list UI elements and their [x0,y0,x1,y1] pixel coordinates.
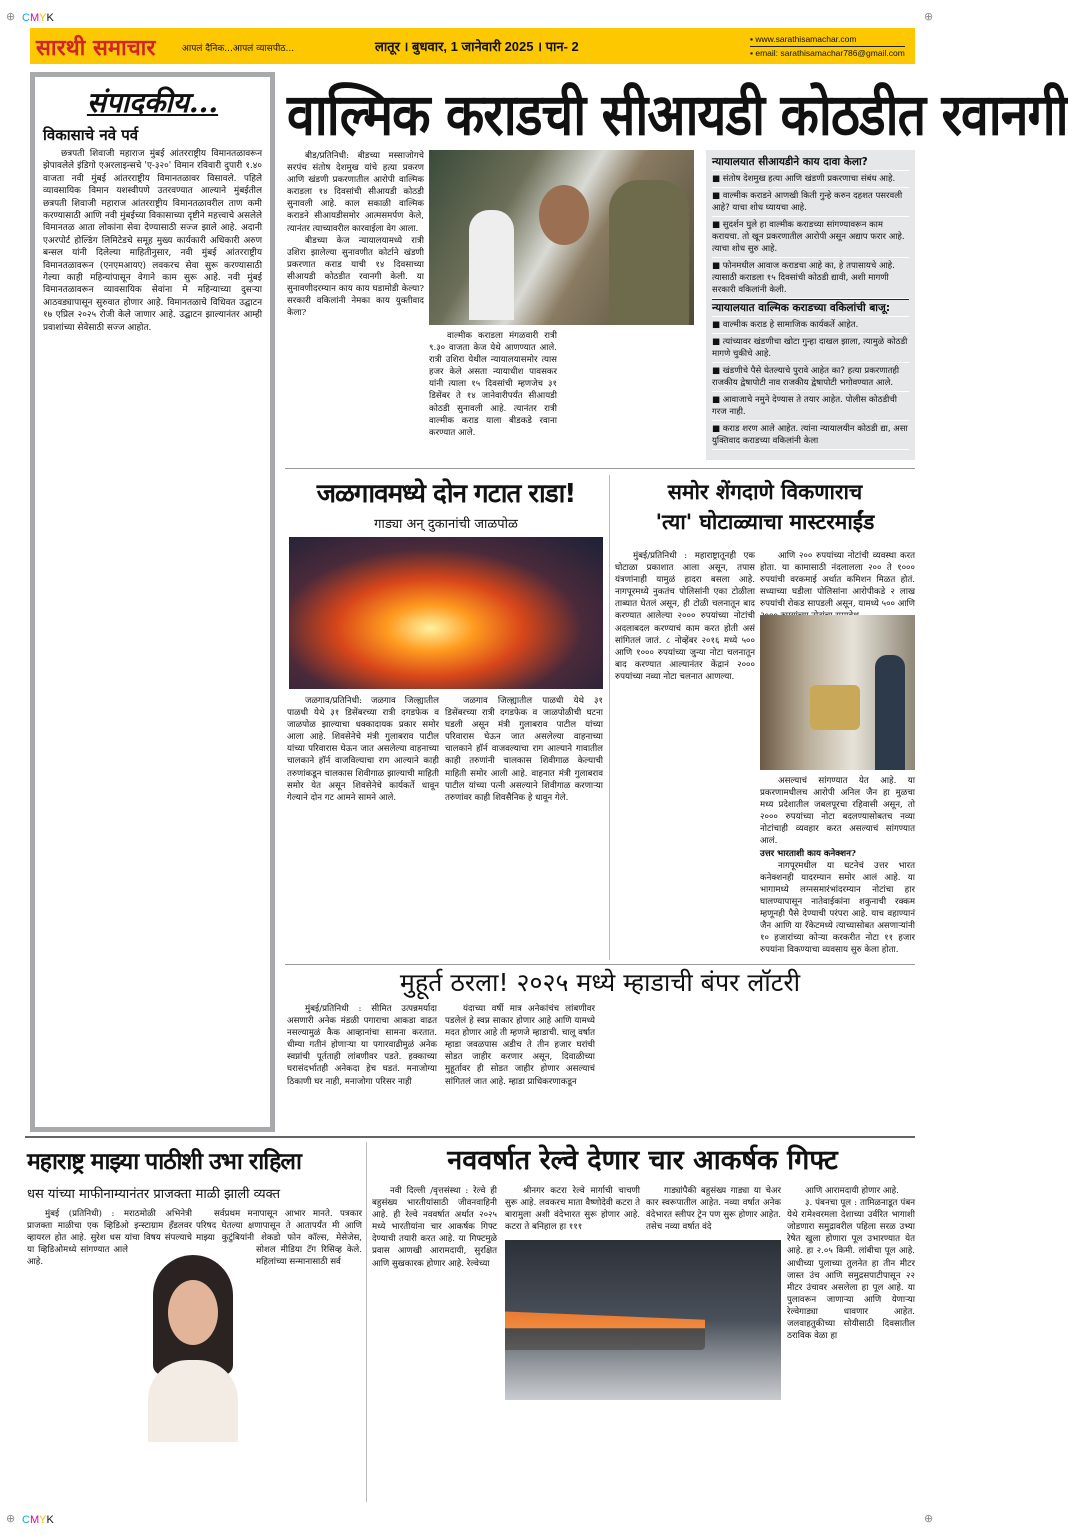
notes-headline: समोर शेंगदाणे विकणाराच 'त्या' घोटाळ्याचा मास्टरमाईंड [655,480,875,534]
registration-mark-icon: ⊕ [924,1512,934,1525]
registration-mark-icon: ⊕ [6,1512,16,1525]
photo-dress [148,1360,238,1442]
divider [366,1142,367,1502]
photo-figure [469,210,514,320]
brand-name: सारथी समाचार [36,35,156,61]
railway-body-col4: आणि आरामदायी होणार आहे. ३. पंबनचा पूल : तामिळनाडूत पंबन येथे रामेश्वरमला देशाच्या उर्वरित भागाशी जोडणारा समुद्रावरील पहिला सरळ उभ्या रेषेत खुला होणारा पूल उभारण्यात येत आहे. हा २.०५ किमी. लांबीचा पूल आहे. आधीच्या पुलाच्या तुलनेत हा तीन मीटर जास्त उंच आणि समुद्रसपाटीपासून २२ मीटर उंचावर असलेला हा पूल आहे. या पुलावरून जाणाऱ्या आणि येणाऱ्या रेल्वेगाड्या धावणार आहेत. जलवाहतुकीच्या सोयीसाठी दिवसातील ठराविक वेळा हा [787,1186,915,1342]
mhada-body-col1: मुंबई/प्रतिनिधी : सीमित उत्पन्नमर्यादा असणारी अनेक मंडळी पगाराचा आकडा वाढत नसल्यामुळं कैक आव्हानांचा सामना करतात. धीम्या गतीनं होणाऱ्या या पगारवाढीमुळं अनेक स्वप्नांची पूर्तताही लांबणीवर पडते. हक्काच्या घरासंदर्भातही अनेकदा हेच घडतं. मनाजोग्या ठिकाणी घर नाही, मनाजोगा परिसर नाही [287,1004,437,1087]
masthead [30,28,915,64]
photo-face [168,1280,218,1345]
court-claims-box: न्यायालयात सीआयडीने काय दावा केला? ■ संतोष देशमुख हत्या आणि खंडणी प्रकरणाचा संबंध आहे. ■ वाल्मीक कराडने आणखी किती गुन्हे करुन दहशत पसरवली आहे? याचा शोध घ्यायचा आहे. ■ सुदर्शन घुले हा वाल्मीक कराडच्या सांगण्यावरून काम करायचा. तो खून प्रकरणातील आरोपी असून अद्याप फरार आहे. त्याचा शोध सुरु आहे. ■ फोनमधील आवाज कराडचा आहे का, हे तपासायचे आहे. त्यासाठी कराडला १५ दिवसांची कोठडी द्यावी, अशी मागणी सरकारी वकिलांनी केली. न्यायालयात वाल्मिक कराडच्या वकिलांची बाजू: ■ वाल्मीक कराड हे सामाजिक कार्यकर्ते आहेत. ■ त्यांच्यावर खंडणीचा खोटा गुन्हा दाखल झाला, त्यामुळे कोठडी मागणे चुकीचे आहे. ■ खंडणीचे पैसे घेतल्याचे पुरावे आहेत का? हत्या प्रकरणातही राजकीय द्वेषापोटी नाव राजकीय द्वेषापोटी भगोवण्यात आले. ■ आवाजाचे नमुने देण्यास ते तयार आहेत. पोलीस कोठडीची गरज नाही. ■ कराड शरण आले आहेत. त्यांना न्यायालयीन कोठडी द्या, असा युक्तिवाद कराडच्या वकिलांनी केला [706,150,915,460]
prajakta-subhead: धस यांच्या माफीनाम्यानंतर प्राजक्ता माळी झाली व्यक्त [27,1187,281,1202]
jalgaon-body-col2: जळगाव जिल्ह्यातील पाळधी येथे ३१ डिसेंबरच्या रात्री दगडफेक व जाळपोळीची घटना घडली असून मंत्री गुलाबराव पाटील यांच्या परिवारास घेऊन जात असलेल्या वाहनाच्या चालकाने हॉर्न वाजवल्याचा राग आल्याने गावातील काही तरुणांनी चालकास शिवीगाळ केल्याची माहिती समोर आली आहे. वाहनात मंत्री गुलाबराव पाटील यांच्या पत्नी असल्याने शिवीगाळ करणाऱ्या तरुणांवर काही शिवसैनिक हे धावून गेले. [445,696,603,803]
railway-body-col1: नवी दिल्ली /वृत्तसंस्था : रेल्वे ही बहुसंख्य भारतीयांसाठी जीवनवाहिनी आहे. ही रेल्वे नववर्षात अर्थात २०२५ मध्ये भारतीयांना चार आकर्षक गिफ्ट देण्याची तयारी करत आहे. या गिफ्टमुळे प्रवास आणखी आरामदायी, सुरक्षित आणि सुखकारक होणार आहे. रेल्वेच्या [372,1186,497,1269]
editorial-headline: विकासाचे नवे पर्व [43,126,139,144]
prajakta-headline: महाराष्ट्र माझ्या पाठीशी उभा राहिला [27,1149,301,1175]
divider [285,468,915,469]
mhada-headline: मुहूर्त ठरला! २०२५ मध्ये म्हाडाची बंपर लॉटरी [399,968,801,997]
editorial-column [30,72,275,1132]
railway-body-col3: गाड्यांपैकी बहुसंख्य गाड्या या चेअर कार स्वरूपातील आहेत. नव्या वर्षात अनेक वंदेभारत स्लीपर ट्रेन पण सुरू होणार आहेत. तसेच नव्या वर्षात वंदे [646,1186,781,1233]
dateline: लातूर । बुधवार, 1 जानेवारी 2025 । पान- 2 [375,39,579,54]
lead-photo [429,150,694,325]
cmyk-mark-top: CMYK [22,12,54,24]
prajakta-body-col2: सर्वप्रथम मनापासून आभार मानते. पत्रकार परिषद घेतल्या क्षणापासून ते आतापर्यंत मी आणि माझ्या कुटुंबियांनी शेकडो फोन कॉल्स, मेसेजेस, सोशल मीडिया टॅग रिसिव्ह केले. महिलांच्या सन्मानासाठी सर्व [196,1208,362,1498]
photo-peanut-cart [810,685,860,730]
photo-officer [609,180,689,325]
jalgaon-body-col1: जळगाव/प्रतिनिधी: जळगाव जिल्ह्यातील पाळधी येथे ३१ डिसेंबरच्या रात्री दगडफेक व जाळपोळ झाल्याचा धक्कादायक प्रकार समोर आला आहे. शिवसेनेचे मंत्री गुलाबराव पाटील यांच्या परिवारास घेऊन जात असलेल्या वाहनाच्या चालकाने हॉर्न वाजविल्याचा राग आल्याने काही तरुणांकडून चालकास शिवीगाळ झाल्याची माहिती समोर येत असून शिवसेनेचे कार्यकर्ते धावून गेल्याने दोन गट आमने सामने आले. [287,696,439,803]
website-link[interactable]: www.sarathisamachar.com [755,34,857,44]
editorial-title: संपादकीय... [86,86,219,119]
registration-mark-icon: ⊕ [924,10,934,23]
photo-train [505,1295,705,1350]
arrest-photo [760,615,915,770]
photo-face [539,185,589,245]
divider [285,964,915,965]
registration-mark-icon: ⊕ [6,10,16,23]
lead-body-col2: वाल्मीक कराडला मंगळवारी रात्री ९.३० वाजता केज येथे आणण्यात आले. रात्री उशिरा येथील न्यायालयासमोर त्यास हजर केले असता न्यायाधीश पावसकर यांनी त्याला १५ दिवसांची म्हणजेच ३१ डिसेंबर ते १४ जानेवारीपर्यंत सीआयडी कोठडी सुनावली आहे. त्यानंतर रात्री वाल्मीक कराड याला बीडकडे रवाना करण्यात आले. [429,331,557,438]
photo-person [875,655,905,770]
railway-body-col2: श्रीनगर कटरा रेल्वे मार्गाची चाचणी सुरू आहे. लवकरच माता वैष्णोदेवी कटरा ते बारामुला अशी वंदेभारत सुरू होणार आहे. कटरा ते बनिहाल हा १११ [505,1186,640,1233]
notes-body-col2: आणि २०० रुपयांच्या नोटांची व्यवस्था करत होता. या कामासाठी नंदलालला २०० ते १००० रुपयांची वरकमाई अर्थात कमिशन मिळत होतं. सध्याच्या घडीला पोलिसांना आरोपीकडे २ लाख रुपयांची रोकड सापडली असून, यामध्ये ५०० आणि [760,551,915,610]
divider [609,475,610,960]
lead-body-col1: बीड/प्रतिनिधी: बीडच्या मस्साजोगचे सरपंच संतोष देशमुख यांचे हत्या प्रकरण आणि खंडणी प्रकरणातील आरोपी वाल्मिक कराडला १४ दिवसांची सीआयडी कोठडी सुनावली आहे. काल सकाळी वाल्मिक कराडने सीआयडीसमोर आत्मसमर्पण केले, त्यानंतर त्याच्यावरील कारवाईला वेग आला. बीडच्या केज न्यायालयामध्ये रात्री उशिरा झालेल्या सुनावणीत कोर्टाने खंडणी प्रकरणात कराड याची १४ दिवसाच्या सीआयडी कोठडीत रवानगी केली. या सुनावणीदरम्यान काय काय घडामोडी केल्या? सरकारी वकिलांनी नेमका काय युक्तीवाद केला? [287,151,424,319]
train-photo [505,1240,781,1400]
jalgaon-subhead: गाड्या अन् दुकानांची जाळपोळ [374,517,518,532]
prajakta-photo [133,1250,251,1442]
cmyk-mark-bottom: CMYK [22,1514,54,1526]
email-link[interactable]: email: sarathisamachar786@gmail.com [755,48,905,58]
notes-body-col2b: असल्याचं सांगण्यात येत आहे. या प्रकरणामधीलच आरोपी अनिल जैन हा मुळचा मध्य प्रदेशातील जबलपूरचा रहिवासी असून, तो २००० रुपयांच्या नोटा बदलण्यासोबतच नव्या नोटांचाही व्यवहार करत असल्याचं सांगण्यात आलं. उत्तर भारताशी काय कनेक्शन? नागपूरमधील या घटनेचं उत्तर भारत कनेक्शनही यादरम्यान समोर आलं आहे. या भागामध्ये लग्नसमारंभांदरम्यान नोटांचा हार घालण्यापासून नातेवाईकांना शकुनाची रक्कम म्हणूनही पैसे देण्याची परंपरा आहे. याच वहाण्यानं जैन आणि या रॅकेटमध्ये त्याच्यासोबत असणाऱ्यांनी १० हजारांच्या कोऱ्या करकरीत नोटा ११ हजार रुपयांना विकण्याचा व्यवसाय सुरु केला होता. [760,776,915,956]
prajakta-body-col1: मुंबई (प्रतिनिधी) : मराठमोळी अभिनेत्री प्राजक्ता माळीचा एक व्हिडिओ इन्स्टाग्राम हँडलवर व्हायरल होत आहे. सुरेश धस यांचा विषय संपल्याचे या व्हिडिओमध्ये सांगण्यात आले आहे. [27,1208,192,1498]
editorial-body: छत्रपती शिवाजी महाराज मुंबई आंतरराष्ट्रीय विमानतळावरून झेपावलेले इंडिगो एअरलाइन्सचे 'ए-३२०' विमान रविवारी दुपारी १.४० वाजता नवी मुंबई आंतरराष्ट्रीय विमानतळावर विसावले. पहिले व्यावसायिक विमान यशस्वीपणे उतरवण्यात आल्याने मुंबईतील छत्रपती शिवाजी महाराज आंतरराष्ट्रीय विमानतळावरील ताण कमी करण्यासाठी आणि नवी मुंबईच्या विकासाच्या दृष्टीने महत्त्वाचे असलेले विमानतळ आता लोकांना सेवा देण्यासाठी सज्ज झाले आहे. अदानी एअरपोर्ट होल्डिंग लिमिटेडचे समूह मुख्य कार्यकारी अधिकारी अरुण बन्सल यांनी दिलेल्या माहितीनुसार, नवी मुंबई आंतरराष्ट्रीय विमानतळावरून (एनएमआयए) लवकरच सेवा सुरू करण्यासाठी गेल्या काही महिन्यांपासून वेगाने काम सुरू आहे. नवी मुंबई विमानतळावरून व्यावसायिक सेवांना मे महिन्याच्या दुसऱ्या आठवड्यापासून सुरुवात होणार आहे. विमानतळाचे विधिवत उद्घाटन १७ एप्रिल २०२५ रोजी केले जाणार आहे. उद्घाटन झाल्यानंतर आम्ही प्रवाशांच्या सेवेसाठी सज्ज आहोत. [43,149,262,333]
notes-subhead: उत्तर भारताशी काय कनेक्शन? [760,848,856,859]
tagline: आपलं दैनिक...आपलं व्यासपीठ... [182,44,295,54]
railway-headline: नववर्षात रेल्वे देणार चार आकर्षक गिफ्ट [447,1145,838,1176]
jalgaon-headline: जळगावमध्ये दोन गटात राडा! [316,479,576,509]
notes-body-col1: मुंबई/प्रतिनिधी : महाराष्ट्रातूनही एक घोटाळा प्रकाशात आला असून, तपास यंत्रणांनाही यामुळं हादरा बसला आहे. नागपूरमध्ये नुकतंच पोलिसांनी एका टोळीला ताब्यात घेतलं असून, ही टोळी चलनातून बाद करण्यात आलेल्या २००० रुपयांच्या नोटांची अदलाबदल करण्याचं काम करत होती असं सांगितलं जातं. ८ नोव्हेंबर २०१६ मध्ये ५०० आणि १००० रुपयांच्या जुन्या नोटा चलनातून बाद करण्यात आल्यानंतर केंद्रानं २००० रुपयांच्या नव्या नोटा चलनात आणल्या. [615,551,755,682]
lead-headline: वाल्मिक कराडची सीआयडी कोठडीत रवानगी [287,81,1068,149]
divider [25,1136,915,1138]
fire-photo [289,537,603,689]
mhada-body-col2: यंदाच्या वर्षी मात्र अनेकांचंच लांबणीवर पडलेलं हे स्वप्न साकार होणार आहे आणि यामध्ये मदत होणार आहे ती म्हणजे म्हाडाची. चालू वर्षात म्हाडा जवळपास अडीच ते तीन हजार घरांची सोडत जाहीर करणार असून, दिवाळीच्या मुहूर्तावर ही सोडत जाहीर होणार असल्याचं सांगितलं जात आहे. म्हाडा प्राधिकरणाकडून [445,1004,595,1087]
contact-links: ▪ www.sarathisamachar.com ▪ email: sarathisamachar786@gmail.com [750,34,905,58]
